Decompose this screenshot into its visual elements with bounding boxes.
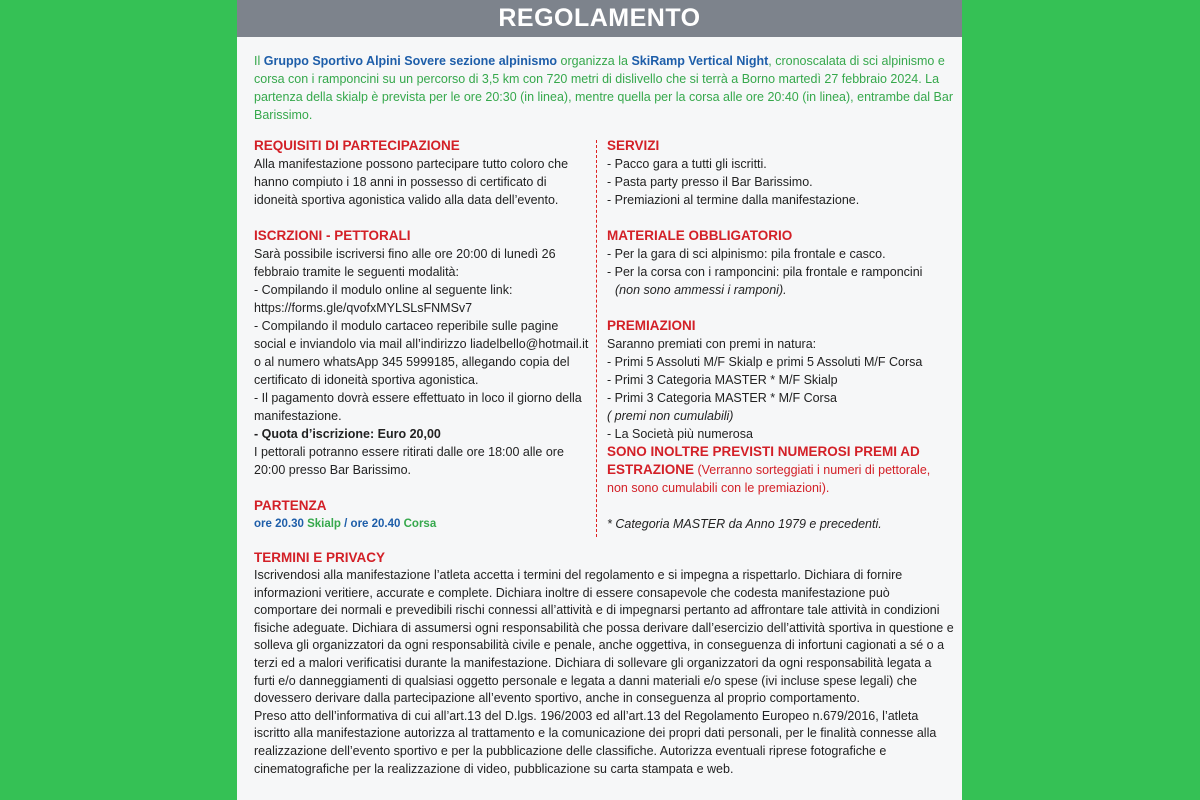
section-title: MATERIALE OBBLIGATORIO [607,228,793,243]
list-item: - Compilando il modulo cartaceo reperibile sulle pagine social e inviandolo via mail all’indirizzo liadelbello@hotmail.it o al numero whatsApp 345 5999185, allegando copia del certificato di idoneità sportiva agonistica. [254,319,589,387]
list-item: - Per la gara di sci alpinismo: pila frontale e casco. [607,247,886,261]
section-text: I pettorali potranno essere ritirati dalle ore 18:00 alle ore 20:00 presso Bar Barissimo. [254,445,564,477]
section-title: REQUISITI DI PARTECIPAZIONE [254,138,460,153]
event-name: SkiRamp Vertical Night [631,54,769,68]
left-column [254,137,589,551]
intro-text: organizza la [557,54,632,68]
list-item: - Primi 3 Categoria MASTER * M/F Corsa [607,391,837,405]
list-item: - La Società più numerosa [607,427,753,441]
skialp-time: ore 20.30 [254,518,304,530]
intro-paragraph [254,52,954,124]
list-item: - Primi 5 Assoluti M/F Skialp e primi 5 Assoluti M/F Corsa [607,355,923,369]
section-title: PREMIAZIONI [607,318,696,333]
section-privacy [254,549,954,778]
section-text: Sarà possibile iscriversi fino alle ore 20:00 di lunedì 26 febbraio tramite le seguenti modalità: [254,247,556,279]
section-title: SERVIZI [607,138,660,153]
list-item: - Pasta party presso il Bar Barissimo. [607,175,813,189]
fee-line: - Quota d’iscrizione: Euro 20,00 [254,427,441,441]
section-partenza [254,497,589,533]
list-item: - Il pagamento dovrà essere effettuato in loco il giorno della manifestazione. [254,391,582,423]
list-note: (non sono ammessi i ramponi). [615,283,787,297]
section-title: PARTENZA [254,498,327,513]
section-text: Saranno premiati con premi in natura: [607,337,817,351]
section-iscrizioni [254,227,589,479]
list-item: - Primi 3 Categoria MASTER * M/F Skialp [607,373,838,387]
intro-text: , cronoscalata di sci alpinismo e corsa con i ramponcini su un percorso di 3,5 km con 720 metri di dislivello che si terrà a Borno martedì 27 febbraio 2024. La partenza della skialp è prevista per le ore 20:30 (in linea), mentre quella per la corsa alle ore 20:40 (in linea), entrambe dal Bar Barissimo. [254,54,953,122]
privacy-paragraph: Preso atto dell’informativa di cui all’art.13 del D.lgs. 196/2003 ed all’art.13 del Regolamento Europeo n.679/2016, l’atleta iscritto alla manifestazione autorizza al trattamento e la comunicazione dei propri dati personali, per le finalità connesse alla realizzazione dell’evento sportivo e per la pubblicazione delle classifiche. Autorizza eventuali riprese fotografiche e cinematografiche per la realizzazione di video, pubblicazione su carta stampata e web. [254,708,937,776]
list-note: ( premi non cumulabili) [607,409,734,423]
list-item: - Compilando il modulo online al seguente link: https://forms.gle/qvofxMYLSLsFNMSv7 [254,283,513,315]
title-banner [237,0,962,37]
right-column [607,137,947,551]
list-item: - Premiazioni al termine dalla manifestazione. [607,193,860,207]
extra-prizes [607,443,947,497]
section-requisiti [254,137,589,209]
section-premiazioni [607,317,947,533]
column-divider [596,140,597,537]
intro-text: Il [254,54,264,68]
section-materiale [607,227,947,299]
start-times [254,515,589,533]
section-servizi [607,137,947,209]
page-title: REGOLAMENTO [498,4,701,32]
separator: / [340,518,351,530]
section-title: ISCRZIONI - PETTORALI [254,228,411,243]
master-note: * Categoria MASTER da Anno 1979 e precedenti. [607,517,882,531]
list-item: - Pacco gara a tutti gli iscritti. [607,157,767,171]
regulation-sheet [237,0,962,800]
section-text: Alla manifestazione possono partecipare tutto coloro che hanno compiuto i 18 anni in possesso di certificato di idoneità sportiva agonistica valido alla data dell’evento. [254,157,569,207]
list-item: - Per la corsa con i ramponcini: pila frontale e ramponcini [607,265,923,279]
privacy-paragraph: Iscrivendosi alla manifestazione l’atleta accetta i termini del regolamento e si impegna a rispettarlo. Dichiara di fornire informazioni veritiere, accurate e complete. Dichiara inoltre di essere consapevole che codesta manifestazione può comportare dei normali e prevedibili rischi connessi all’attività e di impegnarsi pertanto ad affrontare tale attività in condizioni fisiche adeguate. Dichiara di assumersi ogni responsabilità che possa derivare dall’esercizio dell’attività sportiva in questione e solleva gli organizzatori da ogni responsabilità civile e penale, anche oggettiva, in conseguenza di infortuni cagionati a sé o a terzi ed a malori verificatisi durante la manifestazione. Dichiara di sollevare gli organizzatori da ogni responsabilità legata a furti e/o danneggiamenti di qualsiasi oggetto personale e legata a danni materiali e/o spese (ivi incluse spese legali) che dovessero derivare dalla partecipazione all’evento sportivo, anche in conseguenza al proprio comportamento. [254,568,954,706]
organizer-name: Gruppo Sportivo Alpini Sovere sezione alpinismo [263,54,558,68]
corsa-time: ore 20.40 [350,518,401,530]
extra-prizes-title: SONO INOLTRE PREVISTI NUMEROSI PREMI AD ESTRAZIONE [607,444,920,477]
corsa-label: Corsa [400,518,437,530]
section-title: TERMINI E PRIVACY [254,550,386,565]
extra-prizes-text: (Verranno sorteggiati i numeri di pettorale, non sono cumulabili con le premiazioni). [607,463,931,495]
skialp-label: Skialp [303,518,341,530]
